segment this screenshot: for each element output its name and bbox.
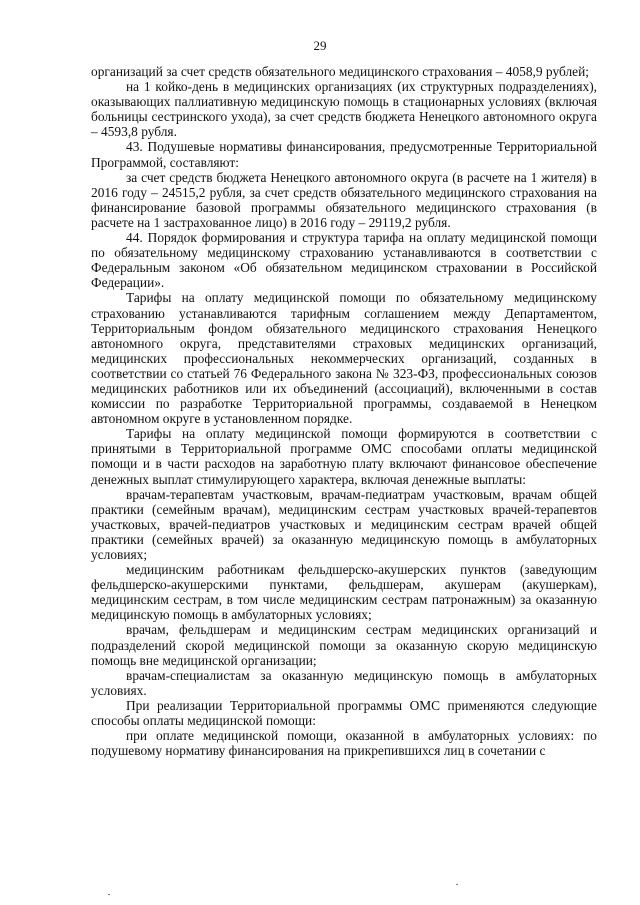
paragraph: врачам, фельдшерам и медицинским сестрам медицинских организаций и подразделений скорой медицинской помощи за оказанную скорую медицинскую помощь вне медицинской организации; — [91, 622, 597, 668]
paragraph: медицинским работникам фельдшерско-акушерских пунктов (заведующим фельдшерско-акушерскими пунктами, фельдшерам, акушерам (акушеркам), медицинским сестрам, в том числе медицинским сестрам патронажным) за оказанную медицинскую помощь в амбулаторных условиях; — [91, 562, 597, 623]
paragraph: При реализации Территориальной программы ОМС применяются следующие способы оплаты медицинской помощи: — [91, 697, 597, 729]
paragraph: организаций за счет средств обязательного медицинского страхования – 4058,9 рублей; — [91, 64, 589, 79]
scan-artifact — [108, 894, 110, 895]
paragraph: Тарифы на оплату медицинской помощи по обязательному медицинскому страхованию устанавливаются тарифным соглашением между Департаментом, Территориальным фондом обязательного медицинского страхования Ненецкого автономного округа, представителями страховых медицинских организаций, медицинских профессиональных некоммерческих организаций, созданных в соответствии со статьей 76 Федерального закона № 323-ФЗ, профессиональных союзов медицинских работников или их объединений (ассоциаций), включенными в состав комиссии по разработке Территориальной программы, создаваемой в Ненецком автономном округе в установленном порядке. — [91, 290, 597, 427]
paragraph: 43. Подушевые нормативы финансирования, предусмотренные Территориальной Программой, составляют: — [91, 139, 597, 170]
page-number: 29 — [313, 38, 327, 53]
paragraph: Тарифы на оплату медицинской помощи формируются в соответствии с принятыми в Территориальной программе ОМС способами оплаты медицинской помощи и в части расходов на заработную плату включают финансовое обеспечение денежных выплат стимулирующего характера, включая денежные выплаты: — [91, 426, 597, 487]
scan-artifact — [456, 884, 458, 885]
paragraph: врачам-специалистам за оказанную медицинскую помощь в амбулаторных условиях. — [91, 667, 597, 698]
document-body — [91, 64, 597, 758]
paragraph: 44. Порядок формирования и структура тарифа на оплату медицинской помощи по обязательному медицинскому страхованию устанавливаются в соответствии с Федеральным законом «Об обязательном медицинском страховании в Российской Федерации». — [91, 230, 597, 291]
paragraph: за счет средств бюджета Ненецкого автономного округа (в расчете на 1 жителя) в 2016 году – 24515,2 рубля, за счет средств обязательного медицинского страхования на финансирование базовой программы обязательного медицинского страхования (в расчете на 1 застрахованное лицо) в 2016 году – 29119,2 рубля. — [91, 169, 597, 230]
paragraph: на 1 койко-день в медицинских организациях (их структурных подразделениях), оказывающих паллиативную медицинскую помощь в стационарных условиях (включая больницы сестринского ухода), за счет средств бюджета Ненецкого автономного округа – 4593,8 рубля. — [91, 79, 597, 140]
paragraph: при оплате медицинской помощи, оказанной в амбулаторных условиях: по подушевому нормативу финансирования на прикрепившихся лиц в сочетании с — [91, 728, 597, 759]
paragraph: врачам-терапевтам участковым, врачам-педиатрам участковым, врачам общей практики (семейным врачам), медицинским сестрам участковых врачей-терапевтов участковых, врачей-педиатров участковых и медицинским сестрам врачей общей практики (семейных врачей) за оказанную медицинскую помощь в амбулаторных условиях; — [91, 486, 597, 562]
